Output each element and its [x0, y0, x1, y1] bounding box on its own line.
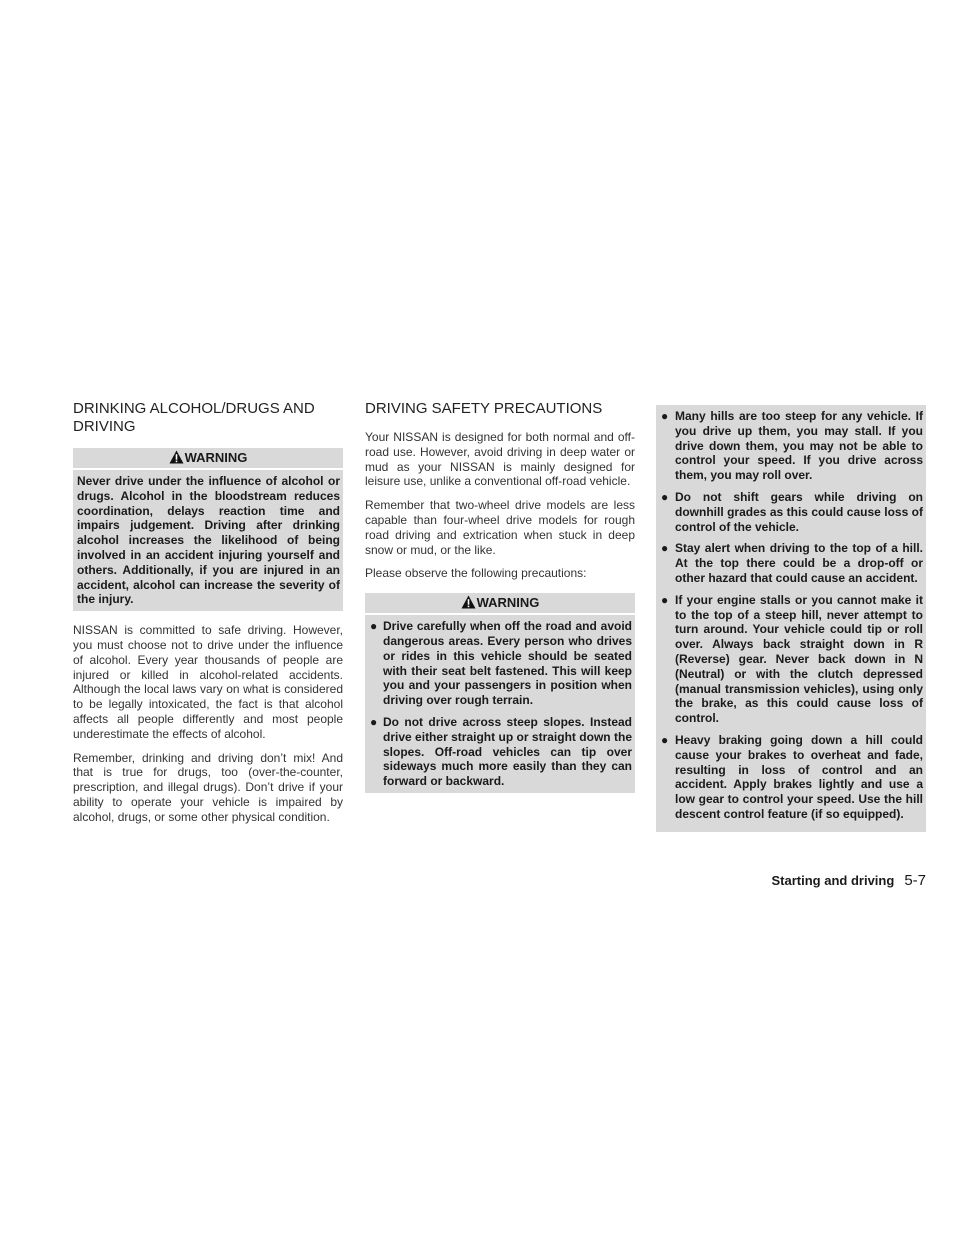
body-paragraph: Remember that two-wheel drive models are less capable than four-wheel drive models for rough road driving and extrication when stuck in deep snow or mud, or the like.: [365, 498, 635, 557]
body-paragraph: Your NISSAN is designed for both normal and off-road use. However, avoid driving in deep water or mud as your NISSAN is mainly designed for leisure use, unlike a conventional off-road vehicle.: [365, 430, 635, 489]
page-number: 5-7: [904, 872, 926, 889]
footer-section-title: Starting and driving: [771, 873, 895, 888]
bullet-dot-icon: ●: [661, 489, 669, 504]
warning-triangle-icon: [461, 595, 476, 609]
section-heading-alcohol: DRINKING ALCOHOL/DRUGS AND DRIVING: [73, 400, 315, 435]
warning-header: [365, 593, 635, 613]
body-paragraph: Please observe the following precautions:: [365, 566, 587, 581]
list-item-text: Many hills are too steep for any vehicle. If you drive up them, you may stall. If you drive down them, you may not be able to control your speed. If you drive across them, you may roll over.: [675, 409, 923, 483]
warning-box: [73, 470, 343, 611]
list-item-text: Do not drive across steep slopes. Instead drive either straight up or straight down the slopes. Off-road vehicles can tip over sideways much more easily than they can forward or backward.: [383, 714, 632, 789]
body-paragraph: NISSAN is committed to safe driving. However, you must choose not to drive under the influence of alcohol. Every year thousands of people are injured or killed in alcohol-related accidents. Although the local laws vary on what is considered to be legally intoxicated, the fact is that alcohol affects all people differently and most people underestimate the effects of alcohol.: [73, 623, 343, 741]
list-item: [369, 715, 632, 789]
bullet-dot-icon: ●: [661, 732, 669, 747]
list-item-text: Drive carefully when off the road and avoid dangerous areas. Every person who drives or rides in this vehicle should be seated with their seat belt fastened. This will keep you and your passengers in position when driving over rough terrain.: [383, 619, 632, 708]
column-safety-precautions: [365, 400, 635, 805]
list-item-text: Stay alert when driving to the top of a hill. At the top there could be a drop-off or other hazard that could cause an accident.: [675, 541, 923, 585]
section-heading-safety: DRIVING SAFETY PRECAUTIONS: [365, 400, 603, 417]
list-item: [660, 733, 923, 822]
warning-box: [656, 405, 926, 832]
bullet-dot-icon: ●: [661, 541, 669, 556]
list-item: [369, 619, 632, 708]
list-item: [660, 541, 923, 585]
body-paragraph: Remember, drinking and driving don’t mix! And that is true for drugs, too (over-the-counter, prescription, and illegal drugs). Don’t drive if your ability to operate your vehicle is impaired by alcohol, drugs, or some other physical condition.: [73, 750, 343, 824]
warning-label: WARNING: [184, 450, 248, 465]
bullet-dot-icon: ●: [661, 592, 669, 607]
warning-label: WARNING: [476, 595, 540, 611]
list-item-text: Do not shift gears while driving on downhill grades as this could cause loss of control of the vehicle.: [675, 489, 923, 534]
warning-bullet-list: [660, 409, 923, 822]
list-item-text: If your engine stalls or you cannot make it to the top of a steep hill, never attempt to turn around. Your vehicle could tip or roll over. Always back straight down in R (Reverse) gear. Never back down in N (Neutral) or with the clutch depressed (manual transmission vehicles), using only the brake, as this could cause loss of control.: [675, 592, 923, 726]
warning-box: [365, 615, 635, 793]
column-warning-continued: [656, 405, 926, 844]
warning-text: Never drive under the influence of alcohol or drugs. Alcohol in the bloodstream reduces coordination, delays reaction time and impairs judgement. Driving after drinking alcohol increases the likelihood of being involved in an accident injuring yourself and others. Additionally, if you are injured in an accident, alcohol can increase the severity of the injury.: [77, 474, 340, 607]
warning-bullet-list: [369, 619, 632, 789]
list-item: [660, 593, 923, 726]
list-item: [660, 409, 923, 483]
warning-triangle-icon: [169, 450, 184, 464]
bullet-dot-icon: ●: [370, 619, 378, 634]
column-alcohol-drugs: [73, 400, 343, 834]
page-footer: [656, 872, 926, 889]
list-item-text: Heavy braking going down a hill could cause your brakes to overheat and fade, resulting in loss of control and an accident. Apply brakes lightly and use a low gear to control your speed. Use the hill descent control feature (if so equipped).: [675, 732, 923, 821]
warning-header: [73, 448, 343, 468]
list-item: [660, 490, 923, 534]
bullet-dot-icon: ●: [661, 409, 669, 423]
bullet-dot-icon: ●: [370, 714, 378, 729]
